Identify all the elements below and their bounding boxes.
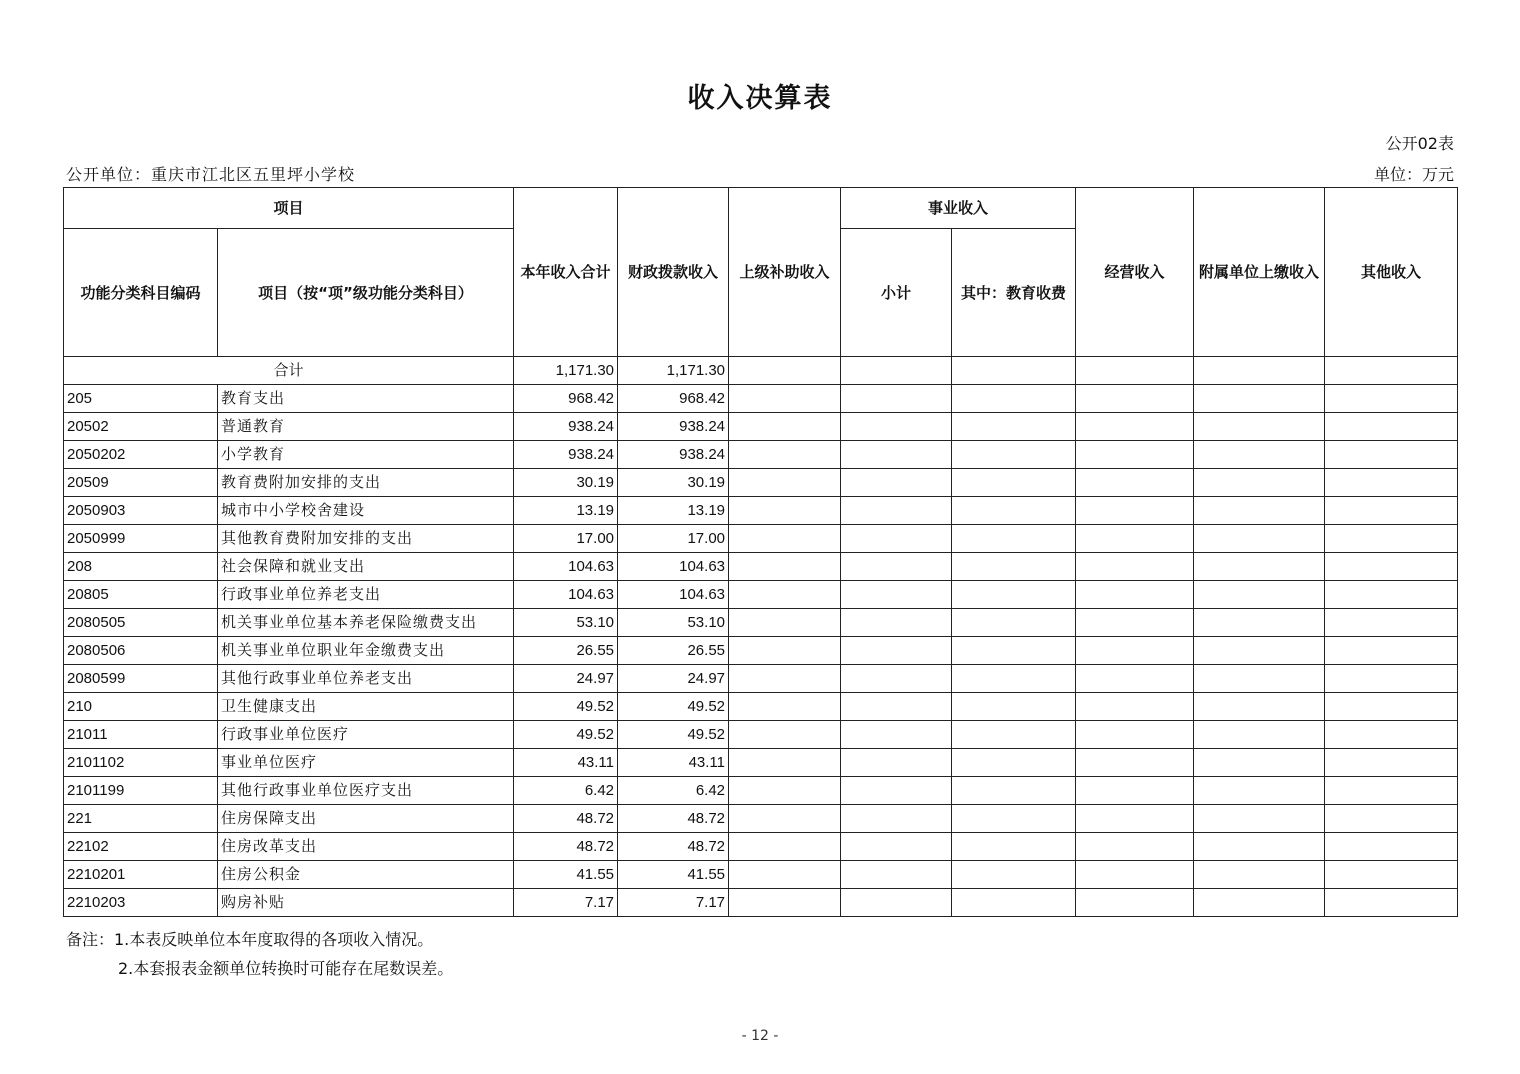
empty-cell	[1076, 861, 1194, 889]
empty-cell	[1194, 721, 1325, 749]
row-total-income: 24.97	[514, 665, 618, 693]
row-code: 208	[64, 553, 218, 581]
empty-cell	[841, 665, 952, 693]
row-total-income: 938.24	[514, 413, 618, 441]
row-total-income: 17.00	[514, 525, 618, 553]
empty-cell	[1076, 665, 1194, 693]
empty-cell	[729, 553, 841, 581]
header-code: 功能分类科目编码	[64, 229, 218, 357]
empty-cell	[1076, 469, 1194, 497]
empty-cell	[952, 665, 1076, 693]
empty-cell	[1194, 665, 1325, 693]
empty-cell	[952, 777, 1076, 805]
row-total-income: 104.63	[514, 581, 618, 609]
empty-cell	[1194, 581, 1325, 609]
empty-cell	[952, 749, 1076, 777]
header-item: 项目（按“项”级功能分类科目）	[218, 229, 514, 357]
empty-cell	[1325, 749, 1458, 777]
table-row	[64, 609, 1458, 637]
header-business: 事业收入	[841, 188, 1076, 229]
empty-cell	[729, 833, 841, 861]
row-code: 22102	[64, 833, 218, 861]
empty-cell	[1194, 441, 1325, 469]
empty-cell	[1325, 833, 1458, 861]
table-row	[64, 497, 1458, 525]
empty-cell	[1076, 805, 1194, 833]
empty-cell	[841, 777, 952, 805]
empty-cell	[1194, 861, 1325, 889]
empty-cell	[952, 441, 1076, 469]
empty-cell	[841, 441, 952, 469]
empty-cell	[952, 385, 1076, 413]
row-fiscal-income: 13.19	[618, 497, 729, 525]
empty-cell	[841, 497, 952, 525]
row-code: 221	[64, 805, 218, 833]
row-fiscal-income: 938.24	[618, 413, 729, 441]
table-header	[64, 188, 1458, 357]
footnotes	[66, 925, 453, 983]
header-superior: 上级补助收入	[729, 188, 841, 357]
empty-cell	[1325, 441, 1458, 469]
header-other: 其他收入	[1325, 188, 1458, 357]
table-row	[64, 721, 1458, 749]
row-code: 2050202	[64, 441, 218, 469]
empty-cell	[1076, 749, 1194, 777]
empty-cell	[1325, 777, 1458, 805]
empty-cell	[1325, 525, 1458, 553]
row-code: 2080505	[64, 609, 218, 637]
total-row	[64, 357, 1458, 385]
row-fiscal-income: 41.55	[618, 861, 729, 889]
header-edu-fee: 其中：教育收费	[952, 229, 1076, 357]
empty-cell	[841, 581, 952, 609]
empty-cell	[1076, 525, 1194, 553]
row-item-name: 机关事业单位基本养老保险缴费支出	[218, 609, 514, 637]
empty-cell	[1076, 413, 1194, 441]
row-total-income: 43.11	[514, 749, 618, 777]
row-item-name: 机关事业单位职业年金缴费支出	[218, 637, 514, 665]
empty-cell	[1325, 581, 1458, 609]
empty-cell	[952, 357, 1076, 385]
row-code: 2080506	[64, 637, 218, 665]
empty-cell	[952, 721, 1076, 749]
empty-cell	[1194, 749, 1325, 777]
empty-cell	[1076, 693, 1194, 721]
empty-cell	[1325, 553, 1458, 581]
table-row	[64, 553, 1458, 581]
empty-cell	[952, 553, 1076, 581]
total-income: 1,171.30	[514, 357, 618, 385]
row-code: 21011	[64, 721, 218, 749]
empty-cell	[729, 889, 841, 917]
row-fiscal-income: 26.55	[618, 637, 729, 665]
table-row	[64, 413, 1458, 441]
table-row	[64, 777, 1458, 805]
empty-cell	[841, 805, 952, 833]
row-item-name: 事业单位医疗	[218, 749, 514, 777]
row-item-name: 其他行政事业单位医疗支出	[218, 777, 514, 805]
empty-cell	[952, 889, 1076, 917]
row-item-name: 卫生健康支出	[218, 693, 514, 721]
row-item-name: 其他行政事业单位养老支出	[218, 665, 514, 693]
row-fiscal-income: 104.63	[618, 581, 729, 609]
empty-cell	[1194, 693, 1325, 721]
empty-cell	[1076, 553, 1194, 581]
row-item-name: 城市中小学校舍建设	[218, 497, 514, 525]
empty-cell	[841, 525, 952, 553]
empty-cell	[729, 777, 841, 805]
empty-cell	[952, 637, 1076, 665]
empty-cell	[1194, 357, 1325, 385]
empty-cell	[1076, 357, 1194, 385]
row-total-income: 30.19	[514, 469, 618, 497]
empty-cell	[1076, 581, 1194, 609]
empty-cell	[1194, 413, 1325, 441]
empty-cell	[841, 721, 952, 749]
row-fiscal-income: 938.24	[618, 441, 729, 469]
table-number: 公开02表	[1385, 134, 1454, 153]
row-fiscal-income: 30.19	[618, 469, 729, 497]
row-total-income: 104.63	[514, 553, 618, 581]
row-fiscal-income: 24.97	[618, 665, 729, 693]
empty-cell	[952, 805, 1076, 833]
income-table	[63, 187, 1458, 917]
row-fiscal-income: 48.72	[618, 805, 729, 833]
empty-cell	[1194, 833, 1325, 861]
row-fiscal-income: 53.10	[618, 609, 729, 637]
row-item-name: 购房补贴	[218, 889, 514, 917]
empty-cell	[1076, 637, 1194, 665]
empty-cell	[1325, 721, 1458, 749]
empty-cell	[952, 497, 1076, 525]
empty-cell	[1325, 469, 1458, 497]
empty-cell	[1194, 637, 1325, 665]
empty-cell	[1325, 637, 1458, 665]
empty-cell	[1076, 385, 1194, 413]
empty-cell	[1325, 693, 1458, 721]
empty-cell	[729, 693, 841, 721]
note-1: 备注：1.本表反映单位本年度取得的各项收入情况。	[66, 930, 434, 949]
row-fiscal-income: 968.42	[618, 385, 729, 413]
row-fiscal-income: 49.52	[618, 721, 729, 749]
empty-cell	[1325, 889, 1458, 917]
row-code: 2050999	[64, 525, 218, 553]
empty-cell	[952, 861, 1076, 889]
note-2: 2.本套报表金额单位转换时可能存在尾数误差。	[118, 959, 454, 978]
total-fiscal: 1,171.30	[618, 357, 729, 385]
row-total-income: 7.17	[514, 889, 618, 917]
empty-cell	[841, 385, 952, 413]
empty-cell	[841, 833, 952, 861]
empty-cell	[952, 581, 1076, 609]
empty-cell	[1325, 609, 1458, 637]
empty-cell	[729, 385, 841, 413]
row-item-name: 其他教育费附加安排的支出	[218, 525, 514, 553]
empty-cell	[1076, 833, 1194, 861]
header-affiliated: 附属单位上缴收入	[1194, 188, 1325, 357]
row-fiscal-income: 7.17	[618, 889, 729, 917]
empty-cell	[841, 637, 952, 665]
row-fiscal-income: 104.63	[618, 553, 729, 581]
row-code: 210	[64, 693, 218, 721]
empty-cell	[1194, 805, 1325, 833]
empty-cell	[952, 413, 1076, 441]
reporting-unit: 公开单位：重庆市江北区五里坪小学校	[66, 165, 356, 184]
empty-cell	[1325, 497, 1458, 525]
row-code: 205	[64, 385, 218, 413]
empty-cell	[1076, 721, 1194, 749]
empty-cell	[841, 749, 952, 777]
row-code: 2101199	[64, 777, 218, 805]
header-total: 本年收入合计	[514, 188, 618, 357]
row-code: 20502	[64, 413, 218, 441]
table-row	[64, 749, 1458, 777]
row-item-name: 教育支出	[218, 385, 514, 413]
table-row	[64, 833, 1458, 861]
row-total-income: 49.52	[514, 721, 618, 749]
empty-cell	[1325, 805, 1458, 833]
row-total-income: 13.19	[514, 497, 618, 525]
row-code: 2210203	[64, 889, 218, 917]
row-fiscal-income: 17.00	[618, 525, 729, 553]
row-total-income: 48.72	[514, 833, 618, 861]
empty-cell	[1076, 777, 1194, 805]
empty-cell	[729, 665, 841, 693]
empty-cell	[729, 413, 841, 441]
empty-cell	[729, 469, 841, 497]
row-code: 2101102	[64, 749, 218, 777]
empty-cell	[729, 637, 841, 665]
total-label: 合计	[64, 357, 514, 385]
row-item-name: 教育费附加安排的支出	[218, 469, 514, 497]
empty-cell	[729, 749, 841, 777]
table-row	[64, 469, 1458, 497]
empty-cell	[952, 609, 1076, 637]
empty-cell	[841, 413, 952, 441]
row-fiscal-income: 48.72	[618, 833, 729, 861]
empty-cell	[1194, 553, 1325, 581]
row-total-income: 49.52	[514, 693, 618, 721]
empty-cell	[729, 805, 841, 833]
table-row	[64, 385, 1458, 413]
page-title: 收入决算表	[687, 83, 833, 114]
empty-cell	[1194, 469, 1325, 497]
empty-cell	[1076, 609, 1194, 637]
table-row	[64, 861, 1458, 889]
empty-cell	[952, 469, 1076, 497]
empty-cell	[1076, 497, 1194, 525]
empty-cell	[729, 497, 841, 525]
empty-cell	[1076, 441, 1194, 469]
empty-cell	[952, 693, 1076, 721]
empty-cell	[1194, 385, 1325, 413]
empty-cell	[841, 469, 952, 497]
empty-cell	[841, 861, 952, 889]
header-subtotal: 小计	[841, 229, 952, 357]
header-operating: 经营收入	[1076, 188, 1194, 357]
row-code: 20805	[64, 581, 218, 609]
row-item-name: 普通教育	[218, 413, 514, 441]
table-row	[64, 889, 1458, 917]
empty-cell	[952, 833, 1076, 861]
empty-cell	[1194, 497, 1325, 525]
table-row	[64, 805, 1458, 833]
empty-cell	[841, 357, 952, 385]
row-total-income: 41.55	[514, 861, 618, 889]
currency-unit: 单位：万元	[1373, 165, 1454, 184]
row-item-name: 住房保障支出	[218, 805, 514, 833]
empty-cell	[1325, 861, 1458, 889]
empty-cell	[841, 553, 952, 581]
empty-cell	[1325, 665, 1458, 693]
row-total-income: 938.24	[514, 441, 618, 469]
empty-cell	[1076, 889, 1194, 917]
empty-cell	[1194, 889, 1325, 917]
empty-cell	[1194, 609, 1325, 637]
row-fiscal-income: 6.42	[618, 777, 729, 805]
empty-cell	[729, 581, 841, 609]
empty-cell	[729, 861, 841, 889]
empty-cell	[1194, 777, 1325, 805]
empty-cell	[729, 525, 841, 553]
empty-cell	[841, 609, 952, 637]
empty-cell	[952, 525, 1076, 553]
empty-cell	[841, 889, 952, 917]
empty-cell	[729, 721, 841, 749]
row-total-income: 6.42	[514, 777, 618, 805]
row-item-name: 社会保障和就业支出	[218, 553, 514, 581]
row-total-income: 48.72	[514, 805, 618, 833]
table-row	[64, 441, 1458, 469]
empty-cell	[1325, 413, 1458, 441]
empty-cell	[729, 441, 841, 469]
row-total-income: 53.10	[514, 609, 618, 637]
row-code: 2210201	[64, 861, 218, 889]
empty-cell	[729, 609, 841, 637]
row-item-name: 住房公积金	[218, 861, 514, 889]
row-item-name: 住房改革支出	[218, 833, 514, 861]
table-row	[64, 693, 1458, 721]
header-fiscal: 财政拨款收入	[618, 188, 729, 357]
empty-cell	[1325, 385, 1458, 413]
table-row	[64, 665, 1458, 693]
empty-cell	[1325, 357, 1458, 385]
row-total-income: 968.42	[514, 385, 618, 413]
row-code: 2050903	[64, 497, 218, 525]
page-number: - 12 -	[741, 1028, 779, 1044]
row-code: 20509	[64, 469, 218, 497]
table-body	[64, 357, 1458, 917]
empty-cell	[841, 693, 952, 721]
row-item-name: 小学教育	[218, 441, 514, 469]
empty-cell	[729, 357, 841, 385]
row-item-name: 行政事业单位医疗	[218, 721, 514, 749]
header-project: 项目	[64, 188, 514, 229]
row-fiscal-income: 49.52	[618, 693, 729, 721]
row-item-name: 行政事业单位养老支出	[218, 581, 514, 609]
row-total-income: 26.55	[514, 637, 618, 665]
table-row	[64, 525, 1458, 553]
table-row	[64, 581, 1458, 609]
row-code: 2080599	[64, 665, 218, 693]
row-fiscal-income: 43.11	[618, 749, 729, 777]
empty-cell	[1194, 525, 1325, 553]
table-row	[64, 637, 1458, 665]
